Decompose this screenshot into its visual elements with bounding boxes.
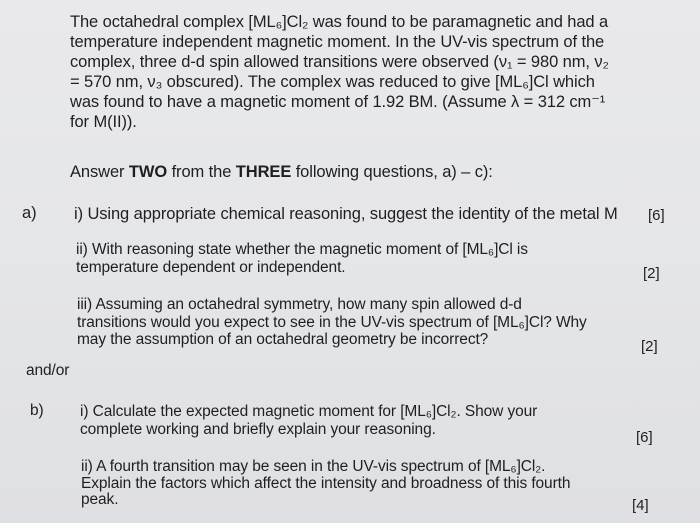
emphasis-two: TWO — [128, 163, 168, 181]
marks-a-iii: [2] — [641, 338, 658, 355]
part-b-label: b) — [30, 402, 44, 419]
marks-a-ii: [2] — [643, 265, 660, 282]
marks-b-ii: [4] — [632, 497, 649, 514]
intro-line: temperature independent magnetic moment. In the UV-vis spectrum of the — [70, 33, 605, 51]
question-a-i: i) Using appropriate chemical reasoning, suggest the identity of the metal M — [74, 205, 618, 223]
marks-b-i: [6] — [636, 429, 653, 446]
question-a-iii-line: may the assumption of an octahedral geometry be incorrect? — [77, 331, 489, 348]
and-or-label: and/or — [26, 362, 70, 379]
intro-line: = 570 nm, ν₃ obscured). The complex was reduced to give [ML₆]Cl which — [70, 73, 595, 91]
question-b-ii-line: peak. — [81, 491, 119, 508]
question-b-ii-line: ii) A fourth transition may be seen in the UV-vis spectrum of [ML₆]Cl₂. — [81, 458, 546, 475]
part-a-label: a) — [22, 204, 37, 222]
marks-a-i: [6] — [648, 207, 665, 224]
question-b-i-line: i) Calculate the expected magnetic moment for [ML₆]Cl₂. Show your — [80, 403, 538, 420]
question-a-ii-line: temperature dependent or independent. — [76, 259, 346, 276]
question-a-ii-line: ii) With reasoning state whether the magnetic moment of [ML₆]Cl is — [76, 241, 528, 258]
question-a-iii-line: transitions would you expect to see in the UV-vis spectrum of [ML₆]Cl? Why — [77, 314, 587, 331]
question-b-i-line: complete working and briefly explain your reasoning. — [80, 421, 436, 438]
intro-line: complex, three d-d spin allowed transitions were observed (ν₁ = 980 nm, ν₂ — [70, 53, 609, 71]
question-b-ii-line: Explain the factors which affect the intensity and broadness of this fourth — [81, 475, 571, 492]
instruction: Answer TWO from the THREE following questions, a) – c): — [70, 163, 493, 181]
question-a-iii-line: iii) Assuming an octahedral symmetry, how many spin allowed d-d — [77, 296, 522, 313]
intro-line: was found to have a magnetic moment of 1.92 BM. (Assume λ = 312 cm⁻¹ — [70, 93, 606, 111]
emphasis-three: THREE — [235, 163, 292, 181]
intro-line: for M(II)). — [70, 113, 137, 131]
intro-line: The octahedral complex [ML₆]Cl₂ was found to be paramagnetic and had a — [70, 13, 609, 31]
